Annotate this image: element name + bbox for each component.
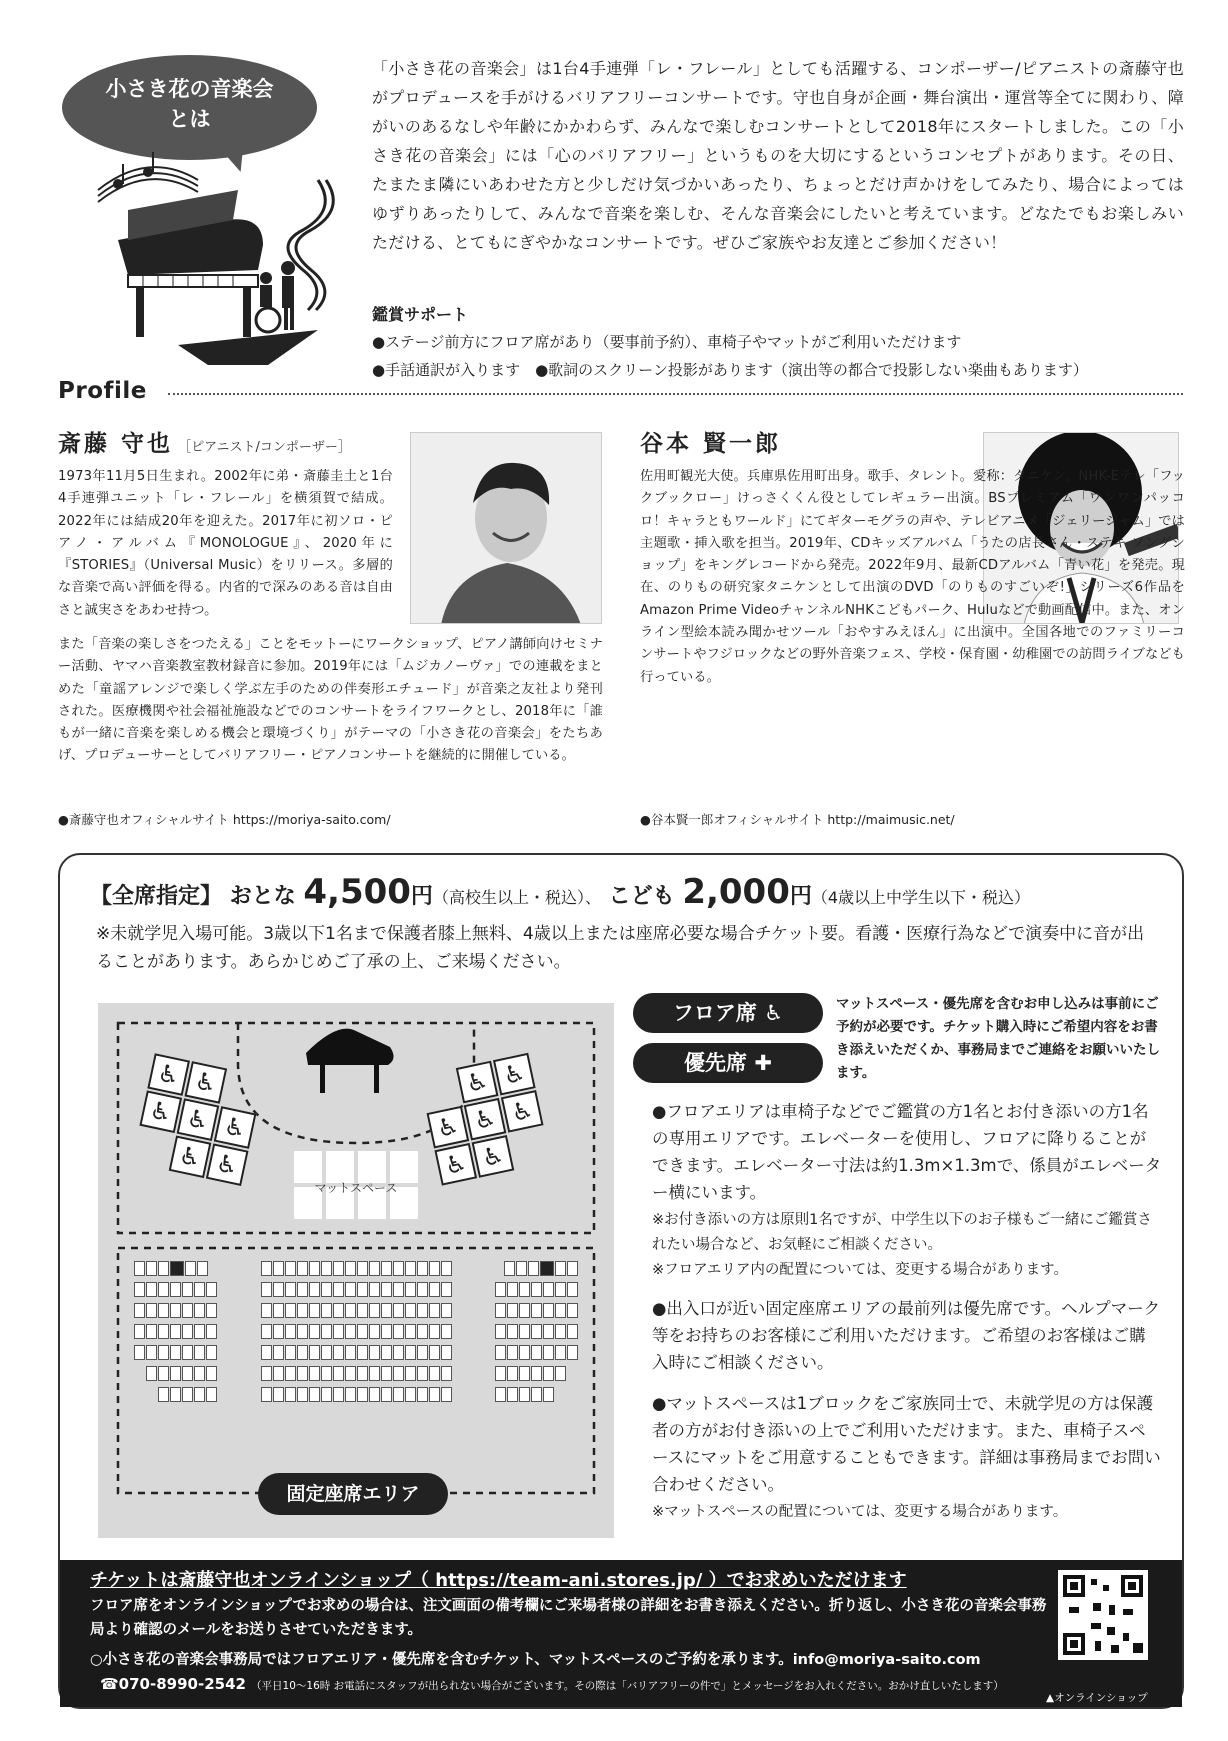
floor-seat-text: フロア席	[672, 1001, 757, 1025]
yen: 円	[789, 884, 812, 909]
profile-heading: Profile	[58, 378, 147, 404]
priority-info: ●出入口が近い固定座席エリアの最前列は優先席です。ヘルプマーク等をお持ちのお客様にご利用いただけます。ご希望のお客様はご購入時にご相談ください。	[652, 1299, 1161, 1372]
tanimoto-name: 谷本 賢一郎	[640, 431, 782, 457]
saito-photo	[410, 432, 602, 624]
wheelchair-icon: ♿	[177, 1098, 220, 1141]
wheelchair-icon: ♿	[501, 1090, 544, 1133]
wheelchair-icon: ♿	[456, 1061, 499, 1104]
reservation-note: マットスペース・優先席を含むお申し込みは事前にご予約が必要です。チケット購入時にご希望内容をお書き添えいただくか、事務局までご連絡をお願いいたします。	[836, 996, 1160, 1081]
saito-bio-bottom: また「音楽の楽しさをつたえる」ことをモットーにワークショップ、ピアノ講師向けセミナー活動、ヤマハ音楽教室教材録音に参加。2019年には「ムジカノーヴァ」での連載をまとめた「童謡アレンジで楽しく学ぶ左手のための伴奏形エチュード」が音楽之友社より発刊された。医療機関や社会福祉施設などでのコンサートをライフワークとし、2018年に「誰もが一緒に音楽を楽しめる機会と環境づくり」がテーマの「小さき花の音楽会」をたちあげ、プロデューサーとしてバリアフリー・ピアノコンサートを継続的に開催している。	[58, 637, 603, 764]
support-heading: 鑑賞サポート	[372, 305, 469, 324]
floor-info-notes	[652, 1208, 1162, 1283]
support-list	[372, 328, 1088, 384]
child-label: こども	[608, 884, 675, 909]
phone-row	[100, 1674, 1058, 1693]
bubble-title: 小さき花の音楽会	[105, 77, 274, 101]
help-mark-icon: ✚	[754, 1051, 772, 1075]
wheelchair-icon: ♿	[184, 1061, 227, 1104]
adult-note: （高校生以上・税込）、	[432, 888, 601, 907]
fixed-area-label: 固定座席エリア	[258, 1473, 448, 1515]
priority-seat-icon	[540, 1261, 554, 1276]
floor-note: ※フロアエリア内の配置については、変更する場合があります。	[652, 1262, 1068, 1278]
support-item: ●ステージ前方にフロア席があり（要事前予約）、車椅子やマットがご利用いただけます	[372, 333, 962, 351]
title-bubble	[62, 55, 317, 160]
saito-title: ［ピアニスト/コンポーザー］	[178, 440, 351, 455]
office-text: ○小さき花の音楽会事務局ではフロアエリア・優先席を含むチケット、マットスペースのご予約を承ります。info@moriya-saito.com	[90, 1652, 981, 1668]
floor-info: ●フロアエリアは車椅子などでご鑑賞の方1名とお付き添いの方1名の専用エリアです。エレベーターを使用し、フロアに降りることができます。エレベーター寸法は約1.3m×1.3mで、係員がエレベーター横にいます。	[652, 1102, 1162, 1202]
seat-type-label: 【全席指定】	[90, 884, 223, 909]
adult-label: おとな	[229, 884, 296, 909]
child-note: （4歳以上中学生以下・税込）	[811, 888, 1031, 907]
priority-seat-icon	[170, 1261, 184, 1276]
mat-info: ●マットスペースは1ブロックをご家族同士で、未就学児の方は保護者の方がお付き添いの上でご利用いただけます。また、車椅子スペースにマットをご用意することもできます。詳細は事務局までお問い合わせください。	[652, 1394, 1161, 1494]
wheelchair-icon: ♿	[169, 1135, 212, 1178]
tanimoto-site-link[interactable]: ●谷本賢一郎オフィシャルサイト http://maimusic.net/	[640, 812, 955, 827]
divider	[168, 393, 1183, 395]
intro-text: 「小さき花の音楽会」は1台4手連弾「レ・フレール」としても活躍する、コンポーザー/ピアニストの斎藤守也がプロデュースを手がけるバリアフリーコンサートです。守也自身が企画・舞台演出・運営等全てに関わり、障がいのあるなしや年齢にかかわらず、みんなで楽しむコンサートとして2018年にスタートしました。この「小さき花の音楽会」には「心のバリアフリー」というものを大切にするというコンセプトがあります。その日、たまたま隣にいあわせた方と少しだけ気づかいあったり、ちょっとだけ声かけをしてみたり、場合によってはゆずりあったりして、みんなで音楽を楽しむ、そんな音楽会にしたいと考えています。どなたでもお楽しみいただける、とてもにぎやかなコンサートです。ぜひご家族やお友達とご参加ください！	[372, 59, 1184, 252]
phone-number[interactable]: ☎070-8990-2542	[100, 1675, 246, 1693]
seating-map	[98, 1003, 614, 1538]
child-price: 2,000	[682, 872, 790, 912]
wheelchair-icon: ♿	[214, 1106, 257, 1149]
wheelchair-icon: ♿	[464, 1098, 507, 1141]
floor-note: ※お付き添いの方は原則1名ですが、中学生以下のお子様もご一緒にご鑑賞されたい場合など、お気軽にご相談ください。	[652, 1212, 1152, 1253]
support-item: ●手話通訳が入ります ●歌詞のスクリーン投影があります（演出等の都合で投影しない楽曲もあります）	[372, 361, 1088, 379]
priority-seat-label	[633, 1043, 823, 1083]
shop-headline[interactable]: チケットは斎藤守也オンラインショップ（ https://team-ani.stores.jp/ ）でお求めいただけます	[90, 1570, 907, 1591]
shop-text: フロア席をオンラインショップでお求めの場合は、注文画面の備考欄にご来場者様の詳細をお書き添えください。折り返し、小さき花の音楽会事務局より確認のメールをお送りさせていただきます。	[90, 1598, 1047, 1638]
yen: 円	[410, 884, 433, 909]
wheelchair-icon: ♿	[427, 1106, 470, 1149]
mat-space-label: マットスペース	[314, 1181, 398, 1195]
phone-note: （平日10〜16時 お電話にスタッフが出られない場合がございます。その際は「バリアフリーの件で」とメッセージをお入れください。おかけ直しいたします）	[251, 1680, 1004, 1692]
fixed-seat-rows	[128, 1261, 584, 1402]
wheelchair-icon: ♿	[472, 1135, 515, 1178]
saito-name: 斎藤 守也	[58, 431, 174, 457]
priority-seat-text: 優先席	[684, 1051, 748, 1075]
qr-label: ▲オンラインショップ	[1046, 1692, 1148, 1704]
saito-site-link[interactable]: ●斎藤守也オフィシャルサイト https://moriya-saito.com/	[58, 812, 391, 827]
price-line	[90, 872, 1030, 912]
mat-info-note: ※マットスペースの配置については、変更する場合があります。	[652, 1504, 1068, 1520]
floor-seat-label	[633, 993, 823, 1033]
bubble-subtitle: とは	[168, 107, 211, 131]
wheelchair-icon: ♿	[764, 1001, 784, 1025]
stage-piano-icon	[306, 1029, 394, 1093]
saito-bio-top: 1973年11月5日生まれ。2002年に弟・斎藤圭土と1台4手連弾ユニット「レ・フレール」を横須賀で結成。2022年には結成20年を迎えた。2017年に初ソロ・ピアノ・アルバム『MONOLOGUE』、2020年に『STORIES』（Universal Music）をリリース。多層的な音楽で高い評価を得る。内省的で深みのある音は自由さと誠実さをあわせ持つ。	[58, 469, 393, 618]
wheelchair-icon: ♿	[206, 1143, 249, 1186]
piano-illustration	[88, 150, 338, 370]
wheelchair-icon: ♿	[434, 1143, 477, 1186]
adult-price: 4,500	[303, 872, 411, 912]
wheelchair-icon: ♿	[139, 1090, 182, 1133]
qr-code[interactable]	[1058, 1570, 1148, 1660]
tanimoto-bio: 佐用町観光大使。兵庫県佐用町出身。歌手、タレント。愛称：タニケン。NHK-Eテレ「フックブックロー」けっさくくん役としてレギュラー出演。BSプレミアム「ワンワンパッコロ！キャラともワールド」にてギターモグラの声や、テレビアニメ「ジェリージャム」では主題歌・挿入歌を担当。2019年、CDキッズアルバム「うたの店長さん・ステキ ソングショップ」をキングレコードから発売。2022年9月、最新CDアルバム「青い花」を発売。現在、のりもの研究家タニケンとして出演のDVD「のりものすごいぞ!」シリーズ6作品をAmazon Prime VideoチャンネルNHKこどもパーク、Huluなどで動画配信中。また、オンライン型絵本読み聞かせツール「おやすみえほん」に出演中。全国各地でのファミリーコンサートやフジロックなどの野外音楽フェス、学校・保育園・幼稚園での訪問ライブなども行っている。	[640, 469, 1185, 685]
saito-name-row	[58, 425, 351, 458]
wheelchair-icon: ♿	[493, 1053, 536, 1096]
wheelchair-icon: ♿	[147, 1053, 190, 1096]
ticket-notes: ※未就学児入場可能。3歳以下1名まで保護者膝上無料、4歳以上または座席必要な場合チケット要。看護・医療行為などで演奏中に音が出ることがあります。あらかじめご了承の上、ご来場ください。	[96, 924, 1145, 972]
